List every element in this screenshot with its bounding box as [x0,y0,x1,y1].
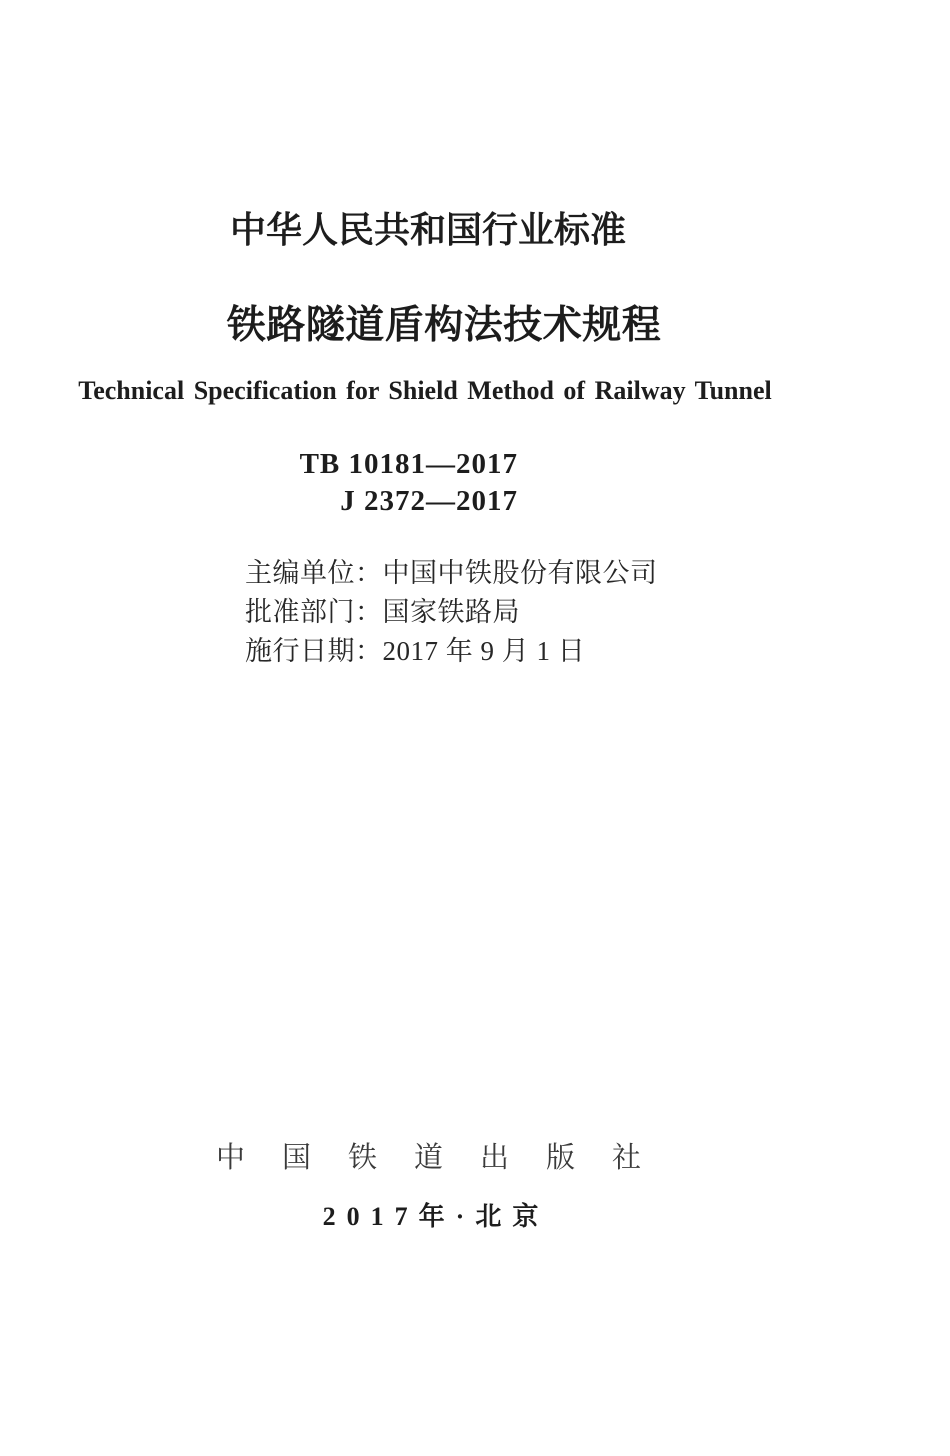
publisher-name: 中国铁道出版社 [216,1142,679,1174]
standard-number-primary: TB 10181—2017 [299,448,518,480]
publication-info [245,554,658,671]
document-title-en: Technical Specification for Shield Method of Railway Tunnel [78,376,772,405]
effective-date-line: 施行日期：2017 年 9 月 1 日 [245,636,586,666]
standard-number-secondary: J 2372—2017 [340,485,518,517]
edition-year-city: 2017年·北京 [322,1202,550,1231]
standard-type-heading: 中华人民共和国行业标准 [229,209,626,250]
standard-numbers [0,446,518,520]
chief-editor-line: 主编单位：中国中铁股份有限公司 [245,558,658,588]
approval-department-line: 批准部门：国家铁路局 [245,597,520,627]
document-title-zh: 铁路隧道盾构法技术规程 [226,304,662,347]
